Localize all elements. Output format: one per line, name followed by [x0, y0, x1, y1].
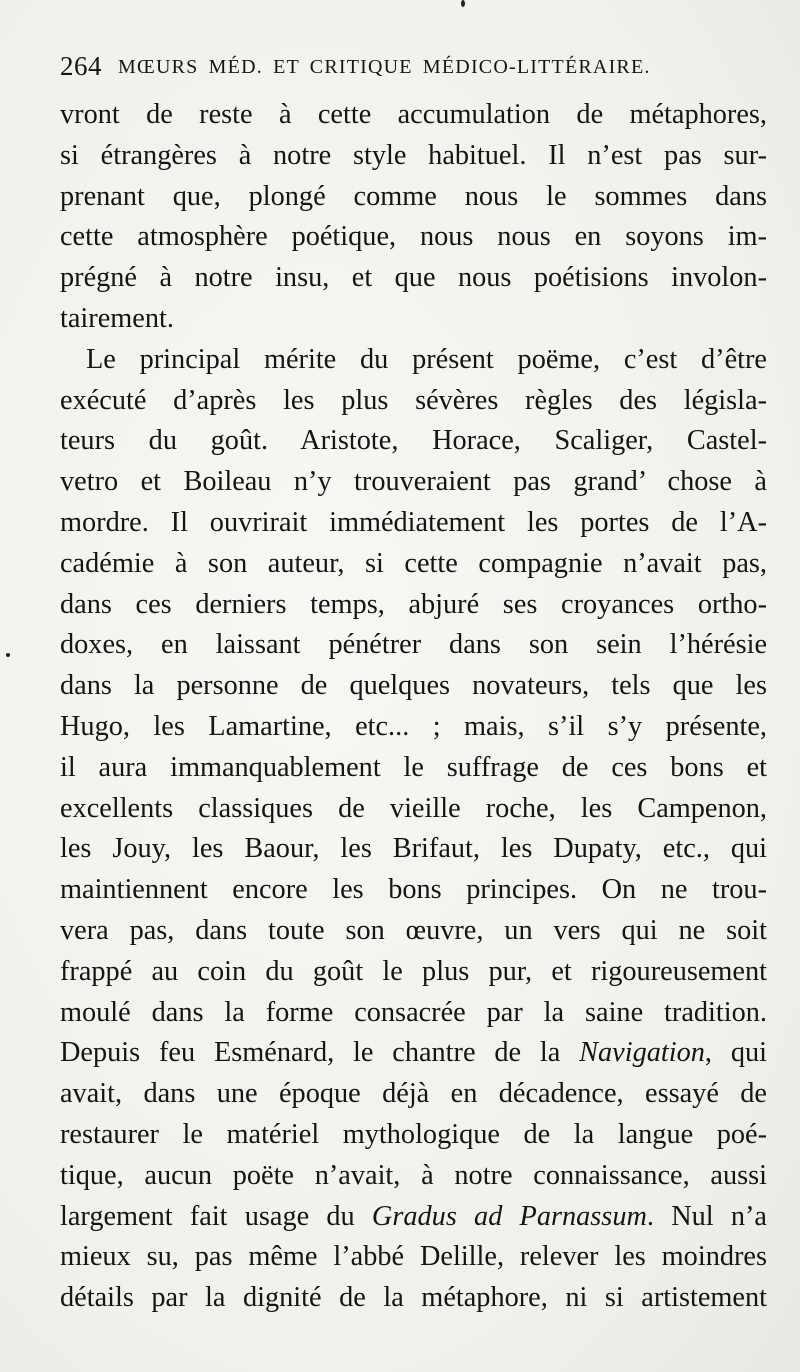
text-line: dans ces derniers temps, abjuré ses croyances ortho-	[60, 588, 767, 620]
text-line: mieux su, pas même l’abbé Delille, relever les moindres	[60, 1241, 767, 1273]
page-number: 264	[60, 51, 102, 81]
text-line: doxes, en laissant pénétrer dans son sein l’hérésie	[60, 629, 767, 661]
text-line: restaurer le matériel mythologique de la langue poé-	[60, 1118, 767, 1150]
text-line: tairement.	[60, 302, 174, 334]
italic-title-navigation: Navigation	[579, 1037, 705, 1069]
running-title: MŒURS MÉD. ET CRITIQUE MÉDICO-LITTÉRAIRE.	[118, 56, 651, 78]
text-line: moulé dans la forme consacrée par la saine tradition.	[60, 996, 767, 1028]
paragraph-start-line: Le principal mérite du présent poëme, c’est d’être	[86, 343, 767, 375]
text-line: cette atmosphère poétique, nous nous en soyons im-	[60, 221, 767, 253]
text-line: vront de reste à cette accumulation de métaphores,	[60, 99, 767, 130]
running-header	[60, 48, 728, 84]
text-run: largement fait usage du	[60, 1200, 372, 1232]
text-line: détails par la dignité de la métaphore, ni si artistement	[60, 1282, 767, 1314]
text-line: il aura immanquablement le suffrage de ces bons et	[60, 751, 767, 783]
text-line	[60, 1197, 767, 1238]
text-line: exécuté d’après les plus sévères règles des législa-	[60, 384, 767, 416]
text-run: , qui	[704, 1037, 767, 1069]
italic-title-gradus: Gradus ad Parnassum	[371, 1200, 647, 1232]
text-line: teurs du goût. Aristote, Horace, Scaliger, Castel-	[60, 425, 767, 457]
text-line: prégné à notre insu, et que nous poétisions involon-	[60, 262, 767, 294]
text-run: Depuis feu Esménard, le chantre de la	[60, 1037, 580, 1069]
text-line: excellents classiques de vieille roche, les Campenon,	[60, 792, 767, 824]
text-line: prenant que, plongé comme nous le sommes dans	[60, 180, 767, 212]
text-line: frappé au coin du goût le plus pur, et rigoureusement	[60, 955, 767, 987]
text-line: si étrangères à notre style habituel. Il n’est pas sur-	[60, 139, 767, 171]
text-line: mordre. Il ouvrirait immédiatement les portes de l’A-	[60, 506, 767, 538]
ink-speck	[461, 0, 465, 7]
text-line: Hugo, les Lamartine, etc... ; mais, s’il s’y présente,	[60, 710, 767, 742]
text-line: cadémie à son auteur, si cette compagnie n’avait pas,	[60, 547, 767, 579]
text-line: les Jouy, les Baour, les Brifaut, les Dupaty, etc., qui	[60, 833, 767, 865]
text-line: maintiennent encore les bons principes. On ne trou-	[60, 874, 767, 906]
text-line: dans la personne de quelques novateurs, tels que les	[60, 670, 767, 702]
text-line: vetro et Boileau n’y trouveraient pas grand’ chose à	[60, 466, 767, 498]
text-line	[60, 1033, 767, 1074]
text-line: tique, aucun poëte n’avait, à notre connaissance, aussi	[60, 1159, 767, 1191]
text-line: vera pas, dans toute son œuvre, un vers qui ne soit	[60, 914, 767, 946]
text-run: . Nul n’a	[646, 1200, 767, 1232]
body-text	[60, 95, 767, 1319]
ink-speck	[6, 653, 10, 657]
text-line: avait, dans une époque déjà en décadence, essayé de	[60, 1078, 767, 1110]
